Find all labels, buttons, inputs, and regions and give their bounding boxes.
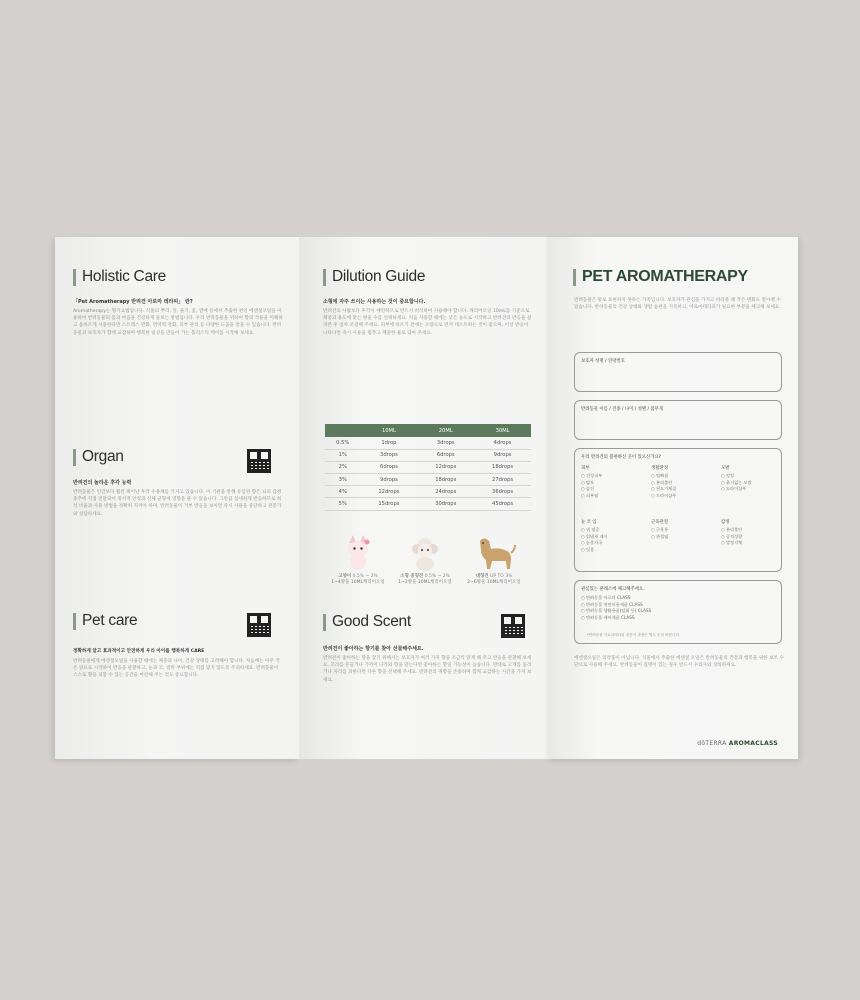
pet-info-field[interactable] [574, 400, 782, 440]
pet-small-dog-range: 0.5% ~ 2% [424, 574, 450, 579]
checkbox-option[interactable]: ○ 반려동물 아로마 CLASS [581, 595, 631, 600]
poodle-icon [408, 535, 442, 571]
good-scent-heading [323, 613, 411, 631]
holistic-care-body: Aromatherapy는 향기요법입니다. 식물의 뿌리, 잎, 줄기, 꽃, 열매 등에서 추출한 천연 에센셜오일을 이용하여 반려동물의 몸과 마음을 건강하게 돌보는 방법입니다. 우리 반려동물을 위하여 향의 작용을 이해하고 올바르게 사용한다면 스트레스 완화, 면역력 강화, 피부 관리 등 다양한 도움을 받을 수 있습니다. 반려동물과 보호자가 함께 교감하며 행복한 일상을 만들어 가는 홀리스틱 케어를 시작해 보세요. [73, 309, 283, 336]
guardian-info-field[interactable] [574, 352, 782, 392]
table-row [325, 437, 531, 449]
cat-icon [343, 535, 373, 571]
table-cell: 1drop [361, 437, 418, 449]
holistic-care-title: Holistic Care [82, 268, 166, 285]
checkbox-option[interactable]: ○ 귀 염증 [581, 527, 599, 532]
pet-care-body: 반려동물에게 에센셜오일을 사용할 때에는 체중과 나이, 건강 상태를 고려해야 합니다. 처음에는 아주 적은 양으로 시작하여 반응을 관찰하고, 눈과 코, 점막 부위에는 직접 닿지 않도록 주의하세요. 반려동물이 스스로 향을 피할 수 있는 공간을 마련해 주는 것도 중요합니다. [73, 659, 280, 679]
table-row [325, 449, 531, 461]
good-scent-subtitle: 반려견이 좋아하는 향기를 찾아 선물해주세요. [323, 646, 424, 652]
concerns-checklist [574, 448, 782, 572]
intro-text: 반려동물은 말로 표현하지 못하는 가족입니다. 보호자가 관심을 가지고 바라볼 때 작은 변화도 알아챌 수 있습니다. 반려동물의 건강 상태와 생활 습관을 기록하고, 아로마테라피가 필요한 부분을 체크해 보세요. [574, 298, 781, 311]
table-cell: 36drops [474, 486, 531, 498]
good-scent-body: 반려견이 좋아하는 향을 찾기 위해서는 보호자가 여러 가지 향을 조금씩 맡게 해 주고 반응을 관찰해 보세요. 꼬리를 흔들거나 가까이 다가와 향을 맡는다면 좋아하는 향일 가능성이 높습니다. 반대로 고개를 돌리거나 자리를 피한다면 다른 향을 선택해 주세요. 반려견의 취향을 존중하며 함께 교감하는 시간을 가져 보세요. [323, 656, 532, 683]
pet-cat-label: 고양이 [338, 574, 352, 579]
table-cell: 4% [325, 486, 361, 498]
checkbox-option[interactable]: ○ 드라이샴푸 [651, 493, 676, 498]
table-row [325, 474, 531, 486]
pet-large-dog-note: 2~6방울 10ML캐리어오일 [467, 580, 521, 585]
checkbox-option[interactable]: ○ 털빠짐 [651, 473, 668, 478]
guardian-info-label: 보호자 성명 / 연락번호 [581, 359, 625, 364]
table-cell: 0.5% [325, 437, 361, 449]
holistic-care-subtitle: 「Pet Aromatherapy 반려견 아로마 테라피」 란? [73, 299, 193, 305]
checkbox-option[interactable]: ○ 반려동물 케어제품 CLASS [581, 615, 635, 620]
table-header-cell: 30ML [474, 424, 531, 437]
table-cell: 2% [325, 461, 361, 473]
table-header-row [325, 424, 531, 437]
checkbox-option[interactable]: ○ 엉킴 [721, 473, 734, 478]
dilution-guide-subtitle: 소형에 자주 쓰이는 사용하는 것이 중요합니다. [323, 299, 426, 305]
checkbox-option[interactable]: ○ 피부염 [581, 493, 598, 498]
table-cell: 9drops [474, 449, 531, 461]
organ-title: Organ [82, 448, 124, 465]
table-cell: 3drops [361, 449, 418, 461]
checkbox-option[interactable]: ○ 분리불안 [721, 527, 742, 532]
table-cell: 4drops [474, 437, 531, 449]
retriever-icon [472, 535, 516, 571]
group-coat [721, 465, 752, 493]
table-cell: 12drops [361, 486, 418, 498]
qr-code-icon [247, 613, 271, 637]
pet-cat [327, 535, 389, 585]
table-cell: 24drops [417, 486, 474, 498]
pet-large-dog-label: 대형견 [475, 574, 489, 579]
heading-bar [73, 613, 76, 630]
table-cell: 30drops [417, 498, 474, 510]
group-title: 모발 [721, 466, 730, 471]
checkbox-option[interactable]: ○ 분리불안 [651, 480, 672, 485]
heading-bar [73, 449, 76, 466]
checkbox-option[interactable]: ○ 근육통 [651, 527, 668, 532]
table-cell: 6drops [361, 461, 418, 473]
table-header-cell: 20ML [417, 424, 474, 437]
dilution-table [325, 424, 531, 511]
group-skin [581, 465, 602, 499]
checkbox-option[interactable]: ○ 습진 [581, 486, 594, 491]
checkbox-option[interactable]: ○ 눈물자국 [581, 540, 602, 545]
pet-aromatherapy-title: PET AROMATHERAPY [582, 268, 748, 285]
table-cell: 6drops [417, 449, 474, 461]
group-title: 피부 [581, 466, 590, 471]
table-cell: 3drops [417, 437, 474, 449]
organ-body: 반려동물은 인간보다 훨씬 뛰어난 후각 수용체를 가지고 있습니다. 이 기관을 통해 유입된 향은 뇌의 감정 중추에 직접 전달되어 정서적 안정과 신체 균형에 영향을 줄 수 있습니다. 그만큼 섬세하게 반응하므로 희석 비율과 사용 방법을 정확히 지켜야 하며, 반려동물이 거부 반응을 보이면 즉시 사용을 중단하고 전문가와 상담하세요. [73, 490, 282, 517]
group-title: 생활환경 [651, 466, 668, 471]
dilution-guide-title: Dilution Guide [332, 268, 426, 285]
group-emotion [721, 519, 742, 547]
table-header-cell: 10ML [361, 424, 418, 437]
pet-small-dog-note: 1~2방울 10ML캐리어오일 [398, 580, 452, 585]
class-note: *반려동물 아로마테라피 전문가 과정은 별도 문의 바랍니다. [587, 633, 681, 637]
group-environment [651, 465, 676, 499]
pet-large-dog [461, 535, 527, 585]
checkbox-option[interactable]: ○ 탈모 [581, 480, 594, 485]
pet-small-dog [394, 535, 456, 585]
table-cell: 27drops [474, 474, 531, 486]
brand-logo [697, 740, 778, 747]
table-row [325, 461, 531, 473]
checkbox-option[interactable]: ○ 반려동물 천연미용제품 CLASS [581, 602, 643, 607]
pet-care-heading [73, 612, 137, 630]
brand-name: dōTERRA [697, 740, 727, 747]
concerns-question: 우리 반려견의 불편하신 곳이 있으신가요? [581, 455, 662, 460]
good-scent-title: Good Scent [332, 613, 411, 630]
pet-info-label: 반려동물 이름 / 견종 / 나이 / 성별 / 몸무게 [581, 407, 664, 412]
group-title: 눈 코 입 [581, 520, 597, 525]
table-row [325, 486, 531, 498]
table-cell: 5% [325, 498, 361, 510]
table-cell: 15drops [361, 498, 418, 510]
table-cell: 18drops [474, 461, 531, 473]
pet-care-title: Pet care [82, 612, 138, 629]
panel-middle [299, 237, 547, 759]
checkbox-option[interactable]: ○ 잇몸 [581, 547, 594, 552]
checkbox-option[interactable]: ○ 입냄새 제거 [581, 534, 608, 539]
class-interest-checklist [574, 580, 782, 644]
heading-bar [323, 614, 326, 631]
checkbox-option[interactable]: ○ 건성피부 [581, 473, 602, 478]
panel-left [55, 237, 299, 759]
checkbox-option[interactable]: ○ 천도기체질 [651, 486, 676, 491]
table-cell: 18drops [417, 474, 474, 486]
panel-right [547, 237, 798, 759]
table-header-cell [325, 424, 361, 437]
class-question: 관심있는 클래스에 체크해주세요. [581, 587, 645, 592]
pet-aromatherapy-heading [573, 268, 748, 286]
pet-large-dog-range: UP TO 3% [490, 574, 513, 579]
heading-bar [573, 269, 576, 286]
heading-bar [73, 269, 76, 286]
qr-code-icon [501, 614, 525, 638]
outro-text: 에센셜오일은 의약품이 아닙니다. 식물에서 추출한 에센셜 오일은 반려동물의 건강과 행복을 위한 보조 수단으로 사용해 주세요. 반려동물이 질병이 있는 경우 반드시 수의사와 상의하세요. [574, 656, 784, 669]
organ-heading [73, 448, 124, 466]
holistic-care-heading [73, 268, 166, 286]
table-row [325, 498, 531, 510]
group-title: 감정 [721, 520, 730, 525]
organ-subtitle: 반려견의 놀라운 후각 능력 [73, 480, 132, 486]
checkbox-option[interactable]: ○ 발정지체 [721, 540, 742, 545]
table-cell: 9drops [361, 474, 418, 486]
pet-cat-range: 0.5% ~ 2% [352, 574, 378, 579]
brand-subname: AROMACLASS [728, 740, 778, 747]
group-title: 근육관절 [651, 520, 668, 525]
table-cell: 3% [325, 474, 361, 486]
dilution-guide-heading [323, 268, 425, 286]
qr-code-icon [247, 449, 271, 473]
table-cell: 1% [325, 449, 361, 461]
pet-cat-note: 1~4방울 10ML캐리어오일 [331, 580, 385, 585]
checkbox-option[interactable]: ○ 드라이샴푸 [721, 486, 746, 491]
dilution-guide-body: 반려견의 사람보다 후각이 예민하므로 반드시 희석하여 사용해야 합니다. 캐리어오일 10mL를 기준으로 체중과 용도에 맞는 방울 수를 선택하세요. 처음 사용할 때에는 낮은 농도로 시작하고 반려견의 반응을 살펴본 후 점차 조절해 주세요. 피부에 바르기 전에는 소량으로 먼저 테스트하는 것이 좋으며, 이상 반응이 나타나면 즉시 사용을 멈추고 깨끗한 물로 닦아 주세요. [323, 309, 532, 336]
table-cell: 45drops [474, 498, 531, 510]
checkbox-option[interactable]: ○ 관절염 [651, 534, 668, 539]
checkbox-option[interactable]: ○ 윤기없는 모발 [721, 480, 752, 485]
group-muscle-joint [651, 519, 668, 540]
pet-small-dog-label: 소형 중형견 [400, 574, 424, 579]
checkbox-option[interactable]: ○ 공격성향 [721, 534, 742, 539]
group-eyes-nose-mouth [581, 519, 608, 553]
table-cell: 12drops [417, 461, 474, 473]
pet-care-subtitle: 정확하게 알고 효과적이고 안전하게 우리 아이를 행복하게 CARE [73, 649, 205, 654]
heading-bar [323, 269, 326, 286]
checkbox-option[interactable]: ○ 반려동물 생활용품(탈취 등) CLASS [581, 608, 651, 613]
